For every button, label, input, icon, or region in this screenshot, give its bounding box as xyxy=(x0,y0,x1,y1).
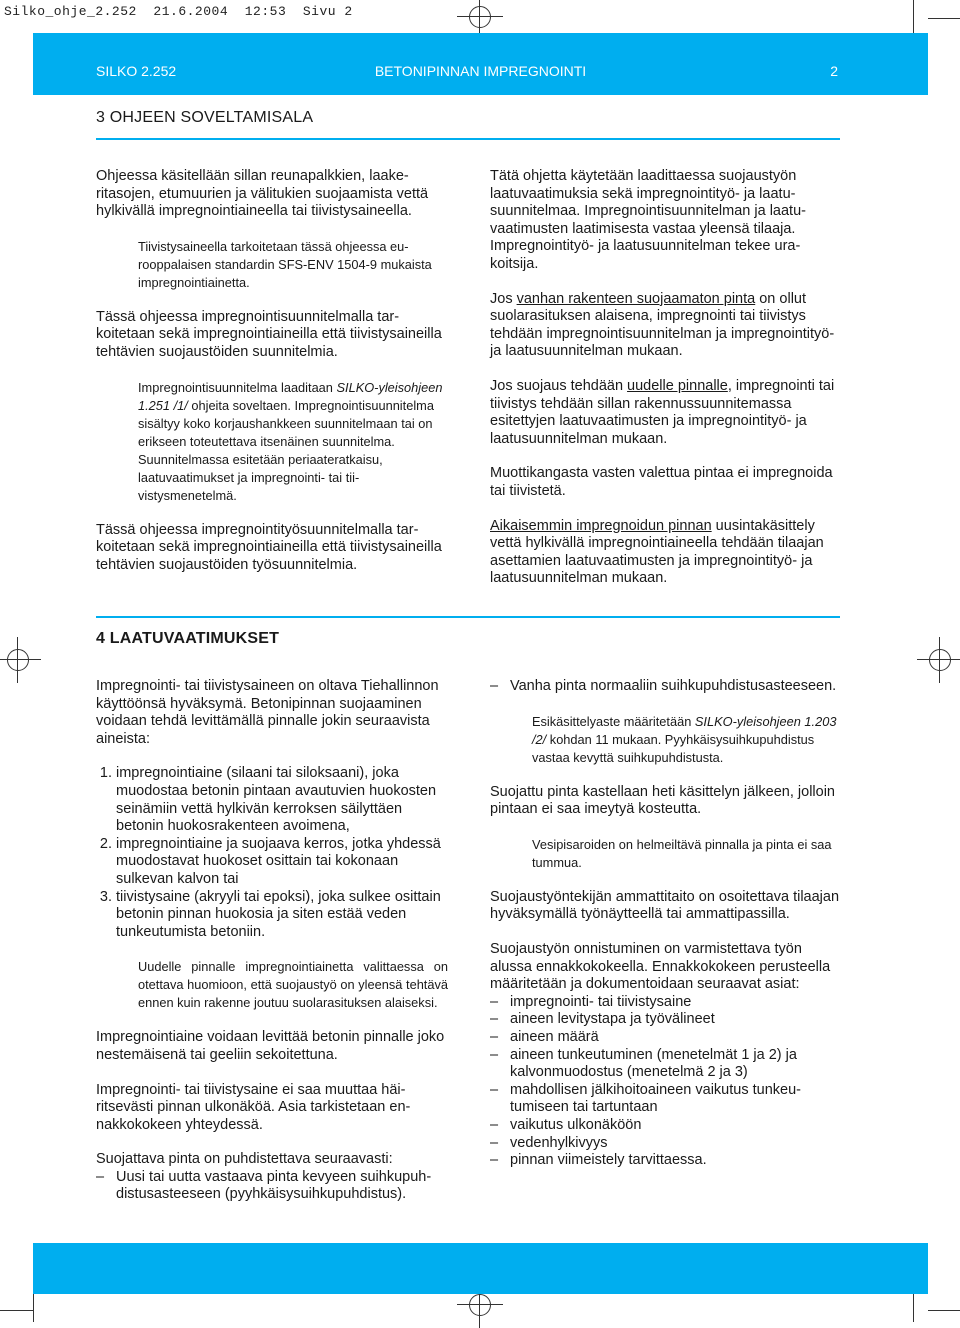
list-item: 1. impregnointiaine (silaani tai siloksaani), joka muodostaa betonin pintaan avautuvien huokosten seinämiin vettä hylkivän kerroksen säilyttäen betonin huokosrakenteen avoimena, xyxy=(116,765,448,835)
header-band xyxy=(33,33,928,95)
crop-mark xyxy=(33,1294,34,1322)
paragraph-text: uusintakäsittely vettä hylkivällä impregnointiaineella tehdään tilaajan asettamien laatuvaatimusten ja impregnointityö- ja laatusuunnitelman mukaan. xyxy=(490,517,824,587)
footer-band xyxy=(33,1243,928,1294)
paragraph: Muottikangasta vasten valettua pintaa ei impregnoida tai tiivistetä. xyxy=(490,465,833,499)
paragraph xyxy=(490,378,840,448)
paragraph xyxy=(490,518,840,588)
paragraph-text: , impregnointi tai tiivistys tehdään sillan rakennussuunnitemassa esitettyjen laatuvaatimusten ja impregnointityö- ja laatusuunnitelman mukaan. xyxy=(490,377,835,447)
document-title: BETONIPINNAN IMPREGNOINTI xyxy=(374,63,587,79)
note-text: kohdan 11 mukaan. Pyyhkäisysuihkupuhdistus vastaa kevyttä suihkupuhdistusta. xyxy=(532,731,815,765)
registration-mark-icon xyxy=(467,1292,493,1318)
list-item: – aineen tunkeutuminen (menetelmät 1 ja 2) ja kalvonmuodostus (menetelmä 2 ja 3) xyxy=(490,1047,842,1082)
paragraph: Tässä ohjeessa impregnointityösuunnitelmalla tarkoitetaan sekä impregnointiaineilla että tiivistysaineilla tehtävien suojaustöiden työsuunnitelmia. xyxy=(96,521,442,573)
list-item: – Uusi tai uutta vastaava pinta kevyeen suihkupuhdistusasteeseen (pyyhkäisysuihkupuhdistus). xyxy=(96,1169,448,1204)
paragraph-text: on ollut suolarasituksen alaisena, impregnointi tai tiivistys tehdään impregnointisuunnitelman ja impregnointityö- ja laatusuunnitelman mukaan. xyxy=(490,290,835,360)
list-item: 2. impregnointiaine ja suojaava kerros, jotka yhdessä muodostavat huokoset osittain tai kokonaan sulkevan kalvon tai xyxy=(116,836,448,889)
dash-list xyxy=(490,994,842,1170)
reference-title: SILKO-yleisohjeen 1.203 /2/ xyxy=(532,713,837,747)
crop-mark xyxy=(913,0,914,33)
section-4-right-column xyxy=(490,678,842,1170)
reference-title: SILKO-yleisohjeen 1.251 /1/ xyxy=(138,379,443,413)
page-number: 2 xyxy=(830,63,838,79)
paragraph: Ohjeessa käsitellään sillan reunapalkkien, laakeritasojen, etumuurien ja välitukien suojaamista vettä hylkivällä impregnointiaineella tai tiivistysaineella. xyxy=(96,168,429,220)
underlined-term: uudelle pinnalle xyxy=(627,377,728,394)
section-3-title: 3 OHJEEN SOVELTAMISALA xyxy=(96,109,314,126)
material-list xyxy=(96,765,448,941)
paragraph: Suojaustyöntekijän ammattitaito on osoitettava tilaajan hyväksymällä työnäytteellä tai ammattipassilla. xyxy=(490,888,840,923)
paragraph-text: Jos suojaus tehdään xyxy=(490,377,628,394)
dash-list xyxy=(96,1169,448,1204)
paragraph: Impregnointi- tai tiivistysaineen on oltava Tiehallinnon käyttöönsä hyväksymä. Betonipinnan suojaaminen voidaan tehdä levittämällä pinnalle jokin seuraavista aineista: xyxy=(96,678,439,747)
registration-mark-icon xyxy=(5,647,31,673)
note: Uudelle pinnalle impregnointiainetta valittaessa on otettava huomioon, että suojaustyö on yleensä tehtävä ennen kuin rakenne joutuu suolarasituksen alaiseksi. xyxy=(138,959,448,1011)
paragraph: Suojaustyön onnistuminen on varmistettava työn alussa ennakkokokeella. Ennakkokokeen perusteella määritetään ja dokumentoidaan seuraavat asiat: xyxy=(490,940,831,993)
document-code: SILKO 2.252 xyxy=(96,63,177,79)
underlined-term: vanhan rakenteen suojaamaton pinta xyxy=(516,290,756,307)
note-text: Impregnointisuunnitelma laaditaan xyxy=(138,379,337,395)
note-text: Esikäsittelyaste määritetään xyxy=(532,713,695,729)
paragraph: Tässä ohjeessa impregnointisuunnitelmalla tarkoitetaan sekä impregnointiaineilla että tiivistysaineilla tehtävien suojaustöiden suunnitelmia. xyxy=(96,308,442,360)
list-item: – vaikutus ulkonäköön xyxy=(490,1117,842,1135)
section-3-left-column xyxy=(96,168,448,591)
section-4-title: 4 LAATUVAATIMUKSET xyxy=(96,630,280,647)
note: Tiivistysaineella tarkoitetaan tässä ohjeessa eurooppalaisen standardin SFS-ENV 1504-9 mukaista impregnointiainetta. xyxy=(138,238,432,290)
note: Vesipisaroiden on helmeiltävä pinnalla ja pinta ei saa tummua. xyxy=(532,836,832,870)
dash-list xyxy=(490,678,842,696)
section-divider xyxy=(96,616,840,618)
list-item: – impregnointi- tai tiivistysaine xyxy=(490,994,842,1012)
list-item: 3. tiivistysaine (akryyli tai epoksi), joka sulkee osittain betonin pinnan huokosia ja siten estää veden tunkeutumista betoniin. xyxy=(116,889,448,942)
section-3-right-column xyxy=(490,168,840,605)
section-divider xyxy=(96,138,840,140)
crop-mark xyxy=(0,1310,33,1311)
paragraph xyxy=(490,291,840,361)
list-item: – aineen levitystapa ja työvälineet xyxy=(490,1011,842,1029)
paragraph: Suojattu pinta kastellaan heti käsittelyn jälkeen, jolloin pintaan ei saa imeytyä kosteutta. xyxy=(490,783,835,818)
registration-mark-icon xyxy=(467,4,493,30)
registration-mark-icon xyxy=(927,647,953,673)
note xyxy=(532,713,842,767)
crop-mark xyxy=(913,1294,914,1322)
paragraph-text: Jos xyxy=(490,290,517,307)
underlined-term: Aikaisemmin impregnoidun pinnan xyxy=(490,517,712,534)
paragraph: Tätä ohjetta käytetään laadittaessa suojaustyön laatuvaatimuksia sekä impregnointityö- ja laatusuunnitelmaa. Impregnointisuunnitelman ja laatuvaatimusten laatimisesta vastaa yleensä tilaaja. Impregnointityö- ja laatusuunnitelman tekee urakoitsija. xyxy=(490,168,806,272)
crop-mark xyxy=(928,18,960,19)
list-item: – pinnan viimeistely tarvittaessa. xyxy=(490,1152,842,1170)
list-item: – mahdollisen jälkihoitoaineen vaikutus tunkeutumiseen tai tartuntaan xyxy=(490,1082,842,1117)
list-item: – aineen määrä xyxy=(490,1029,842,1047)
paragraph: Impregnointi- tai tiivistysaine ei saa muuttaa häiritsevästi pinnan ulkonäköä. Asia tarkistetaan ennakkokokeen yhteydessä. xyxy=(96,1081,411,1133)
list-item: – Vanha pinta normaaliin suihkupuhdistusasteeseen. xyxy=(490,678,842,696)
paragraph: Impregnointiaine voidaan levittää betonin pinnalle joko nestemäisenä tai geeliin sekoitettuna. xyxy=(96,1029,445,1063)
paragraph: Suojattava pinta on puhdistettava seuraavasti: xyxy=(96,1151,393,1168)
section-4-left-column xyxy=(96,678,448,1204)
print-slug: Silko_ohje_2.252 21.6.2004 12:53 Sivu 2 xyxy=(4,4,353,19)
note-text: ohjeita soveltaen. Impregnointisuunnitelma sisältyy koko korjaushankkeen suunnitelmaan tai on erikseen toteutettava itsenäinen suunnitelma. Suunnitelmassa esitetään periaateratkaisu, laatuvaatimukset ja impregnointi- tai tiivistysmenetelmä. xyxy=(138,397,434,503)
crop-mark xyxy=(928,1310,960,1311)
note xyxy=(138,379,448,505)
list-item: – vedenhylkivyys xyxy=(490,1135,842,1153)
